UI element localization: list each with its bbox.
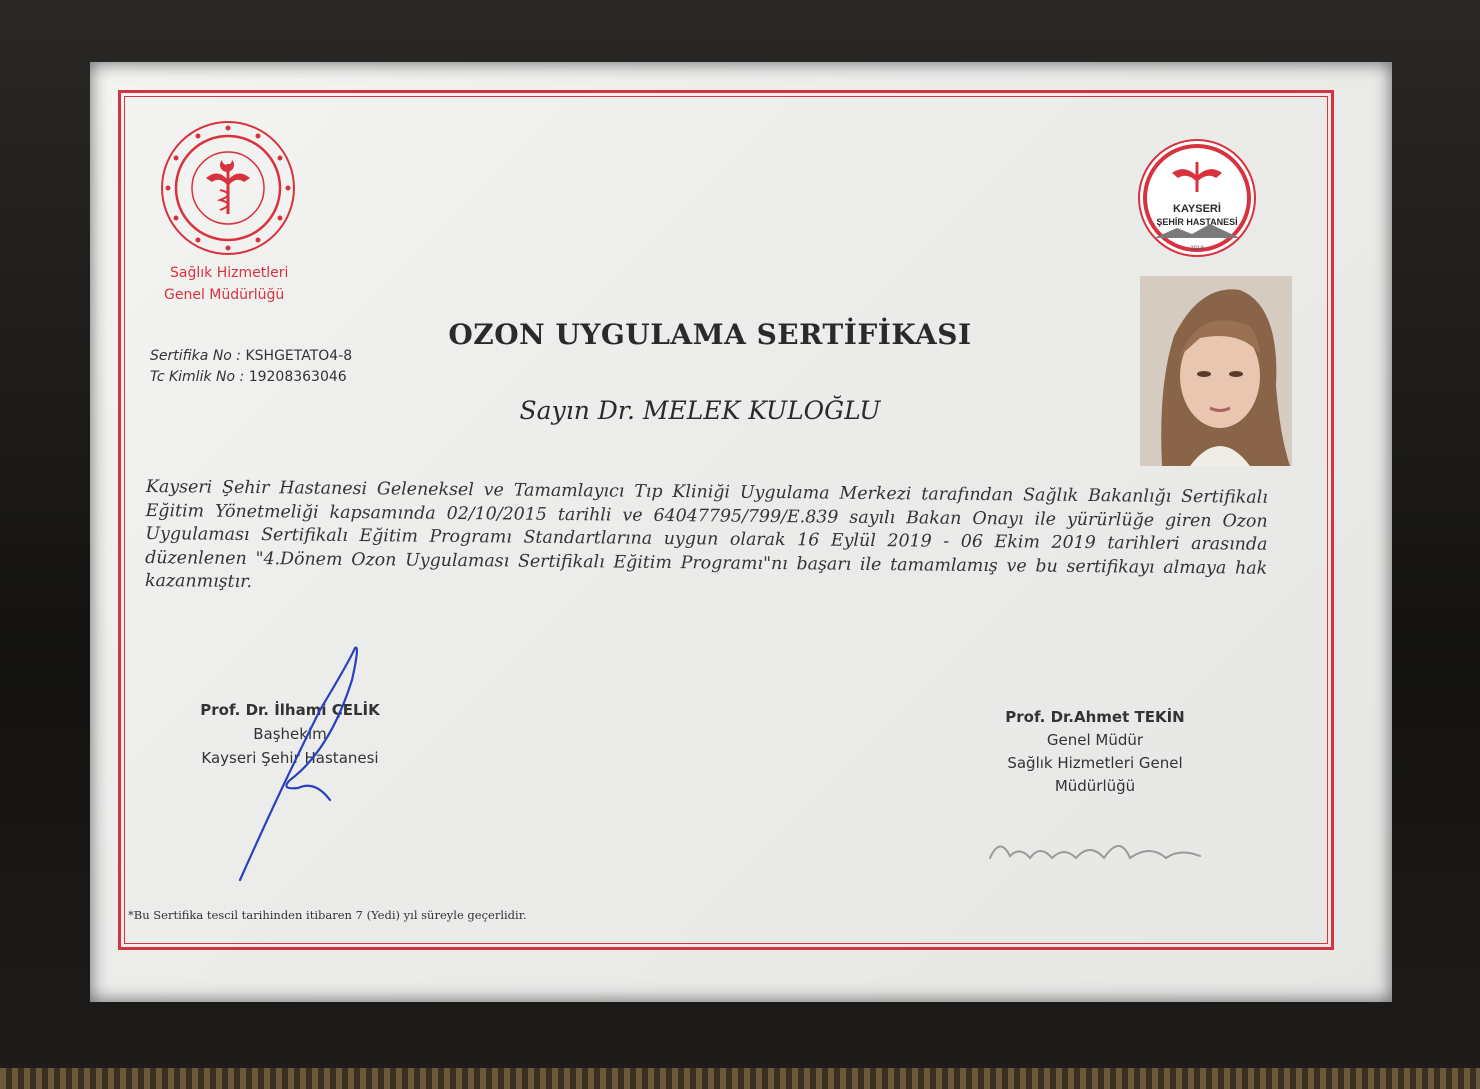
validity-footnote: *Bu Sertifika tescil tarihinden itibaren 7 (Yedi) yıl süreyle geçerlidir. [128, 908, 527, 922]
signatory-right-role: Genel Müdür [1046, 731, 1144, 749]
signatory-left-role: Başhekim [253, 725, 327, 743]
certificate-body: Kayseri Şehir Hastanesi Geleneksel ve Tamamlayıcı Tıp Kliniği Uygulama Merkezi tarafından Sağlık Bakanlığı Sertifikalı Eğitim Yönetmeliği kapsamında 02/10/2015 tarihli ve 64047795/799/E.839 sayılı Bakan Onayı ile yürürlüğe giren Ozon Uygulaması Sertifikalı Eğitim Programı Standartlarına uygun olarak 16 Eylül 2019 - 06 Ekim 2019 tarihleri arasında düzenlenen "4.Dönem Ozon Uygulaması Sertifikalı Eğitim Programı"nı başarı ile tamamlamış ve bu sertifikayı almaya hak kazanmıştır. [144, 476, 1268, 593]
cert-no-value: KSHGETATO4-8 [245, 348, 353, 364]
tc-row [150, 367, 352, 388]
certificate-meta [150, 346, 352, 388]
recipient-salutation: Sayın Dr. MELEK KULOĞLU [519, 396, 881, 425]
cert-no-row [150, 346, 352, 367]
cert-no-label: Sertifika No : [150, 348, 242, 364]
portrait-icon [1140, 276, 1292, 466]
frame-bottom-molding [0, 1068, 1480, 1089]
signatory-right-org-line1: Sağlık Hizmetleri Genel [1007, 754, 1183, 772]
certificate-title: OZON UYGULAMA SERTİFİKASI [448, 318, 972, 351]
kayseri-hospital-logo-icon [1132, 128, 1262, 268]
issuer-caption [148, 262, 328, 306]
tc-label: Tc Kimlik No : [150, 369, 245, 385]
issuer-caption-line1: Sağlık Hizmetleri [170, 265, 289, 281]
recipient-photo [1140, 276, 1292, 466]
signatory-right-org-line2: Müdürlüğü [1054, 777, 1136, 795]
issuer-caption-line2: Genel Müdürlüğü [164, 287, 285, 303]
signatory-left-org: Kayseri Şehir Hastanesi [201, 749, 379, 767]
logo-text-hospital: ŞEHİR HASTANESİ [1156, 217, 1238, 227]
handwritten-signature-right-icon [980, 818, 1210, 878]
handwritten-signature-left-icon [220, 640, 390, 890]
tc-value: 19208363046 [248, 369, 347, 385]
signatory-right-name: Prof. Dr.Ahmet TEKİN [1005, 708, 1185, 726]
logo-text-kayseri: KAYSERİ [1173, 203, 1221, 215]
signatory-right [960, 706, 1230, 798]
logo-year: 2018 [1190, 246, 1204, 252]
signatory-left-name: Prof. Dr. İlhami ÇELİK [200, 701, 380, 719]
ministry-health-emblem-icon [158, 118, 298, 258]
